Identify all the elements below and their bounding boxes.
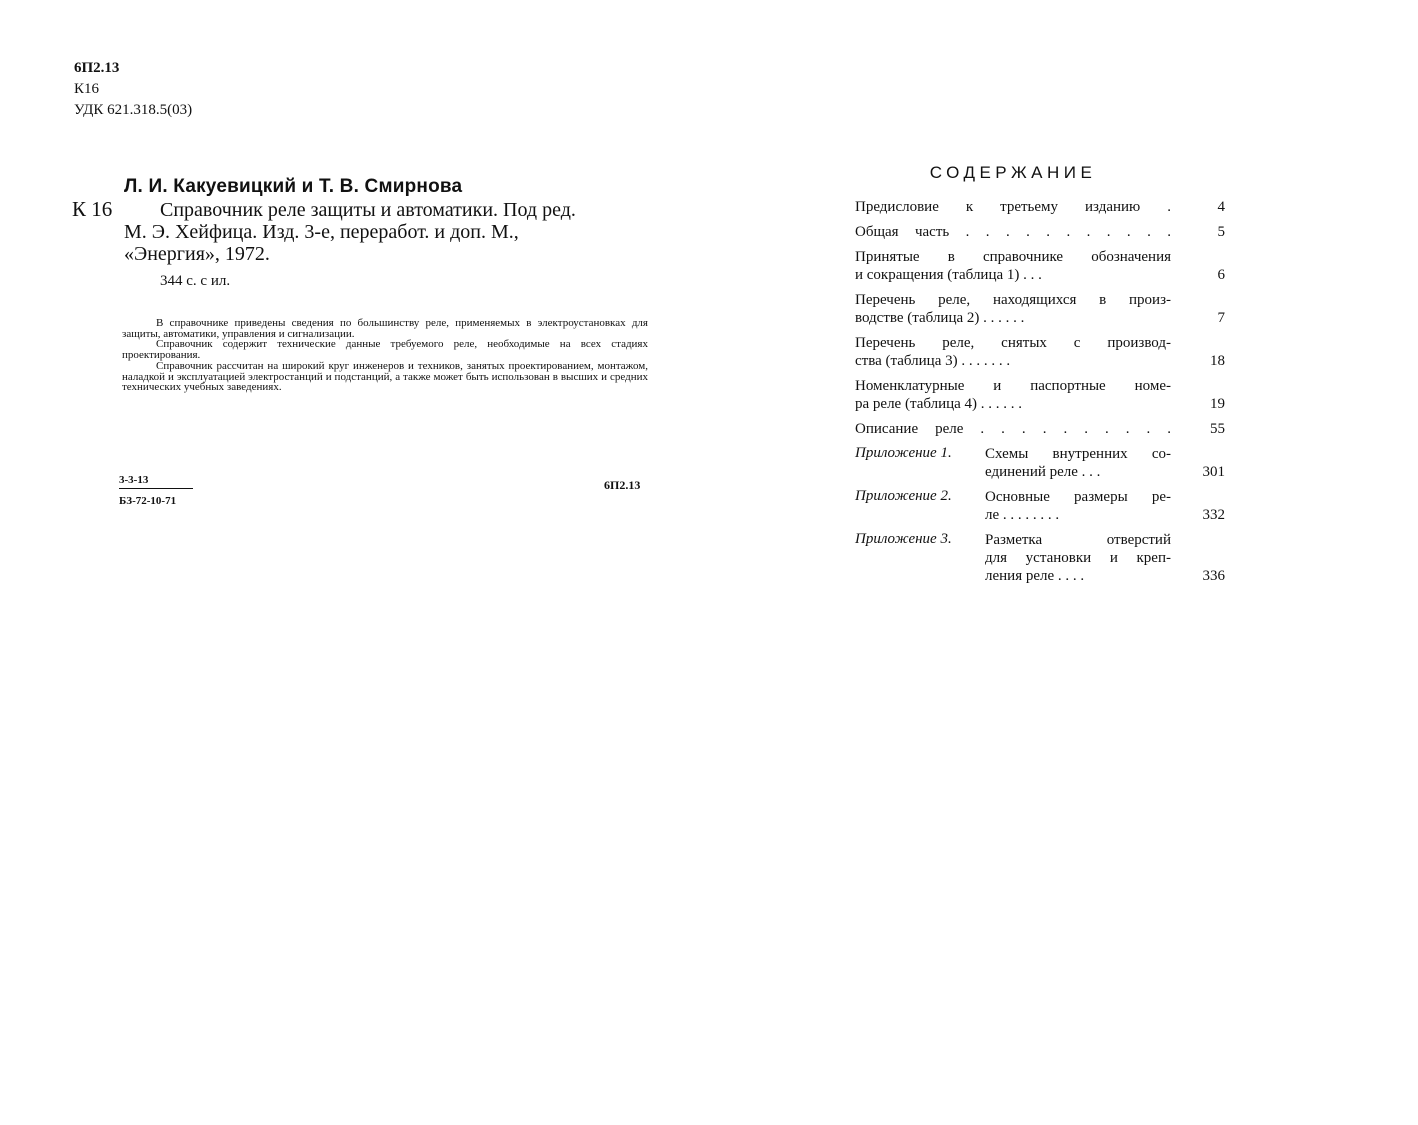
toc-page-number: 5 bbox=[1217, 224, 1225, 240]
toc-entry-text: ра реле (таблица 4) . . . . . . bbox=[855, 396, 1023, 412]
pages-count: 344 с. с ил. bbox=[160, 273, 231, 289]
classification-number: 3-3-13 bbox=[119, 474, 193, 489]
toc-entry-text: единений реле . . . bbox=[985, 464, 1101, 480]
toc-entry-text: Разметка отверстий bbox=[985, 532, 1171, 548]
toc-entry-text: Описание реле . . . . . . . . . . bbox=[855, 421, 1171, 437]
annotation-paragraph: Справочник содержит технические данные требуемого реле, необходимые на всех стадиях проектирования. bbox=[122, 338, 648, 362]
toc-entry-text: Принятые в справочнике обозначения bbox=[855, 249, 1171, 265]
classification-codes bbox=[74, 58, 192, 121]
toc-entry-text: ления реле . . . . bbox=[985, 568, 1085, 584]
toc-entry-text: и сокращения (таблица 1) . . . bbox=[855, 267, 1042, 283]
toc-page-number: 55 bbox=[1210, 421, 1225, 437]
toc-entry-text: водстве (таблица 2) . . . . . . bbox=[855, 310, 1025, 326]
toc-page-number: 7 bbox=[1217, 310, 1225, 326]
toc-entry-text: Предисловие к третьему изданию . bbox=[855, 199, 1171, 215]
toc-page-number: 4 bbox=[1217, 199, 1225, 215]
appendix-label: Приложение 1. bbox=[855, 445, 952, 461]
toc-entry-text: ле . . . . . . . . bbox=[985, 507, 1060, 523]
toc-page-number: 18 bbox=[1210, 353, 1225, 369]
toc-entry-text: Основные размеры ре- bbox=[985, 489, 1171, 505]
price-code: 6П2.13 bbox=[604, 478, 641, 492]
bbk-code: 6П2.13 bbox=[74, 60, 120, 76]
annotation-paragraph: Справочник рассчитан на широкий круг инженеров и техников, занятых проектированием, монтажом, наладкой и эксплуатацией электростанций и подстанций, а также может быть использован в высших и средних технических учебных заведениях. bbox=[122, 359, 648, 394]
toc-page-number: 332 bbox=[1202, 507, 1225, 523]
toc-entry bbox=[855, 223, 1225, 241]
authors: Л. И. Какуевицкий и Т. В. Смирнова bbox=[124, 176, 463, 197]
index-code: К16 bbox=[74, 81, 100, 97]
appendix-label: Приложение 3. bbox=[855, 531, 952, 547]
toc-page-number: 301 bbox=[1202, 464, 1225, 480]
bibliographic-title bbox=[124, 199, 652, 265]
toc-entry bbox=[855, 334, 1225, 370]
toc-entry-text: Схемы внутренних со- bbox=[985, 446, 1171, 462]
title-line: Справочник реле защиты и автоматики. Под ред. bbox=[160, 199, 576, 221]
title-line: М. Э. Хейфица. Изд. 3-е, переработ. и доп. М., bbox=[124, 221, 519, 243]
toc-entry-text: ства (таблица 3) . . . . . . . bbox=[855, 353, 1011, 369]
toc-appendix bbox=[855, 488, 1225, 524]
toc-page-number: 6 bbox=[1217, 267, 1225, 283]
contents-heading: СОДЕРЖАНИЕ bbox=[929, 163, 1097, 182]
annotation-paragraph: В справочнике приведены сведения по большинству реле, применяемых в электроустановках для защиты, автоматики, управления и сигнализации. bbox=[122, 317, 648, 340]
toc-entry-text: Номенклатурные и паспортные номе- bbox=[855, 378, 1171, 394]
toc-entry-text: для установки и креп- bbox=[985, 550, 1171, 566]
toc-entry bbox=[855, 420, 1225, 438]
toc-entry bbox=[855, 377, 1225, 413]
table-of-contents bbox=[855, 198, 1225, 592]
toc-entry bbox=[855, 248, 1225, 284]
toc-appendix bbox=[855, 531, 1225, 585]
toc-page-number: 336 bbox=[1202, 568, 1225, 584]
toc-appendix bbox=[855, 445, 1225, 481]
toc-entry-text: Общая часть . . . . . . . . . . . bbox=[855, 224, 1171, 240]
toc-entry-text: Перечень реле, снятых с производ- bbox=[855, 335, 1171, 351]
catalog-code: К 16 bbox=[72, 197, 113, 221]
toc-entry bbox=[855, 198, 1225, 216]
toc-entry-text: Перечень реле, находящихся в произ- bbox=[855, 292, 1171, 308]
appendix-label: Приложение 2. bbox=[855, 488, 952, 504]
toc-entry bbox=[855, 291, 1225, 327]
order-number: БЗ-72-10-71 bbox=[119, 495, 177, 507]
title-line: «Энергия», 1972. bbox=[124, 243, 270, 265]
annotation bbox=[122, 318, 648, 393]
toc-page-number: 19 bbox=[1210, 396, 1225, 412]
udc-code: УДК 621.318.5(03) bbox=[74, 102, 193, 118]
